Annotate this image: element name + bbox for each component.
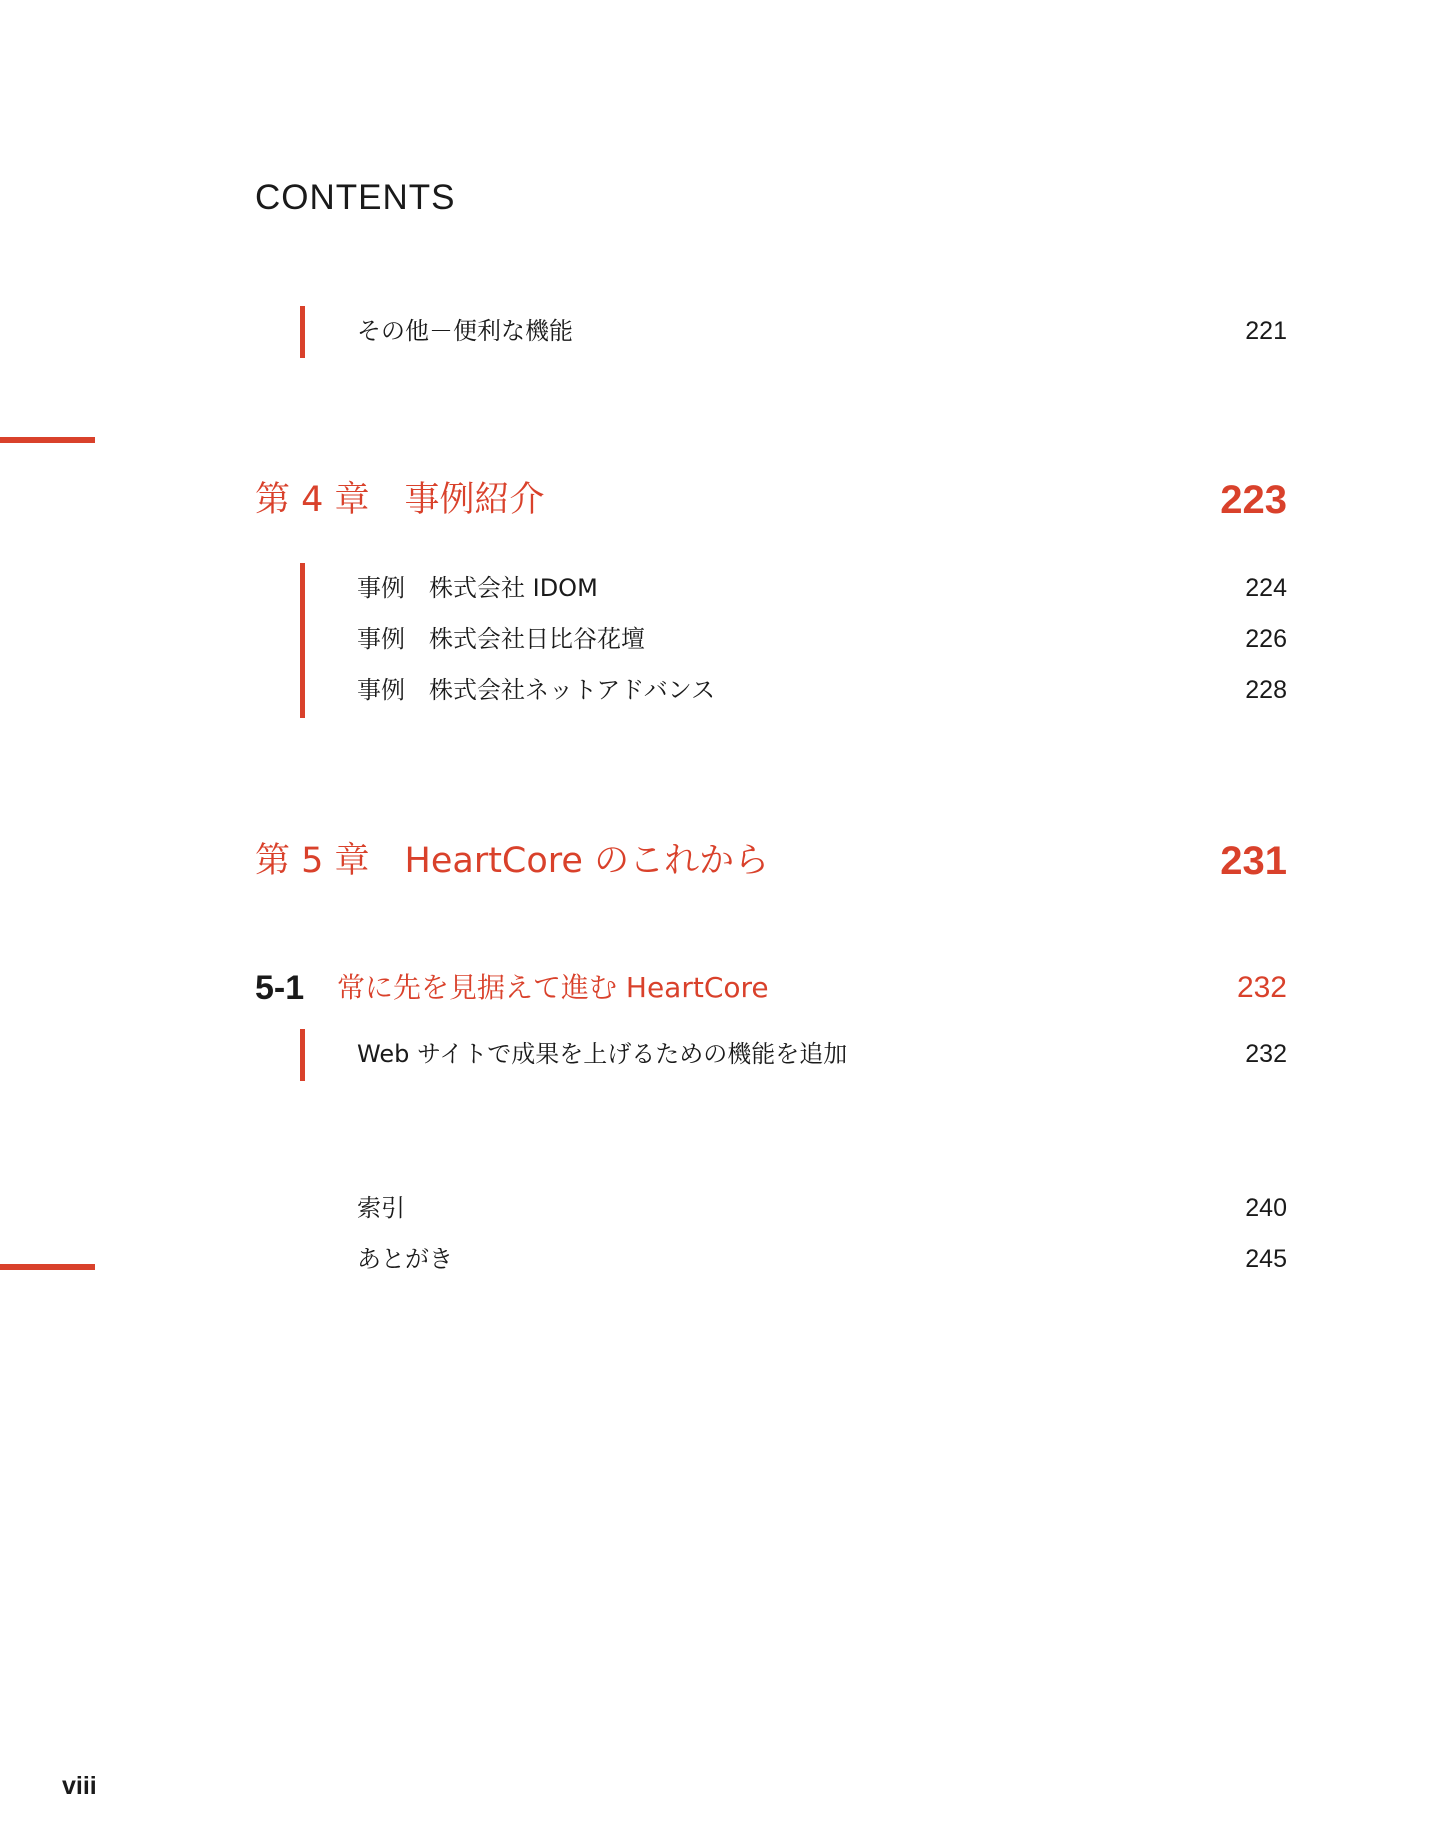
toc-entry-page: 245 xyxy=(1245,1245,1287,1273)
page-title: CONTENTS xyxy=(255,178,456,217)
toc-entry-page: 232 xyxy=(1245,1040,1287,1068)
section-marker xyxy=(300,306,305,358)
chapter-5-page: 231 xyxy=(1220,839,1287,883)
margin-rule xyxy=(0,1264,95,1270)
toc-entry-title[interactable]: Web サイトで成果を上げるための機能を追加 xyxy=(357,1040,848,1068)
page-number: viii xyxy=(62,1772,97,1800)
section-marker xyxy=(300,563,305,718)
chapter-4-page: 223 xyxy=(1220,478,1287,522)
toc-entry-page: 240 xyxy=(1245,1194,1287,1222)
toc-entry-page: 221 xyxy=(1245,317,1287,345)
chapter-4-title[interactable]: 第 4 章 事例紹介 xyxy=(255,480,545,520)
toc-entry-title[interactable]: 事例 株式会社日比谷花壇 xyxy=(357,625,645,653)
toc-entry-title[interactable]: 事例 株式会社 IDOM xyxy=(357,574,598,602)
toc-entry-title[interactable]: 索引 xyxy=(357,1194,405,1222)
section-number: 5-1 xyxy=(255,969,305,1007)
toc-entry-title[interactable]: 事例 株式会社ネットアドバンス xyxy=(357,676,716,704)
section-title[interactable]: 常に先を見据えて進む HeartCore xyxy=(337,971,769,1004)
toc-entry-title[interactable]: その他－便利な機能 xyxy=(357,317,573,345)
toc-entry-title[interactable]: あとがき xyxy=(357,1245,453,1273)
toc-entry-page: 228 xyxy=(1245,676,1287,704)
toc-entry-page: 226 xyxy=(1245,625,1287,653)
section-page: 232 xyxy=(1236,971,1287,1004)
section-marker xyxy=(300,1029,305,1081)
chapter-5-title[interactable]: 第 5 章 HeartCore のこれから xyxy=(255,841,770,881)
margin-rule xyxy=(0,437,95,443)
toc-entry-page: 224 xyxy=(1245,574,1287,602)
